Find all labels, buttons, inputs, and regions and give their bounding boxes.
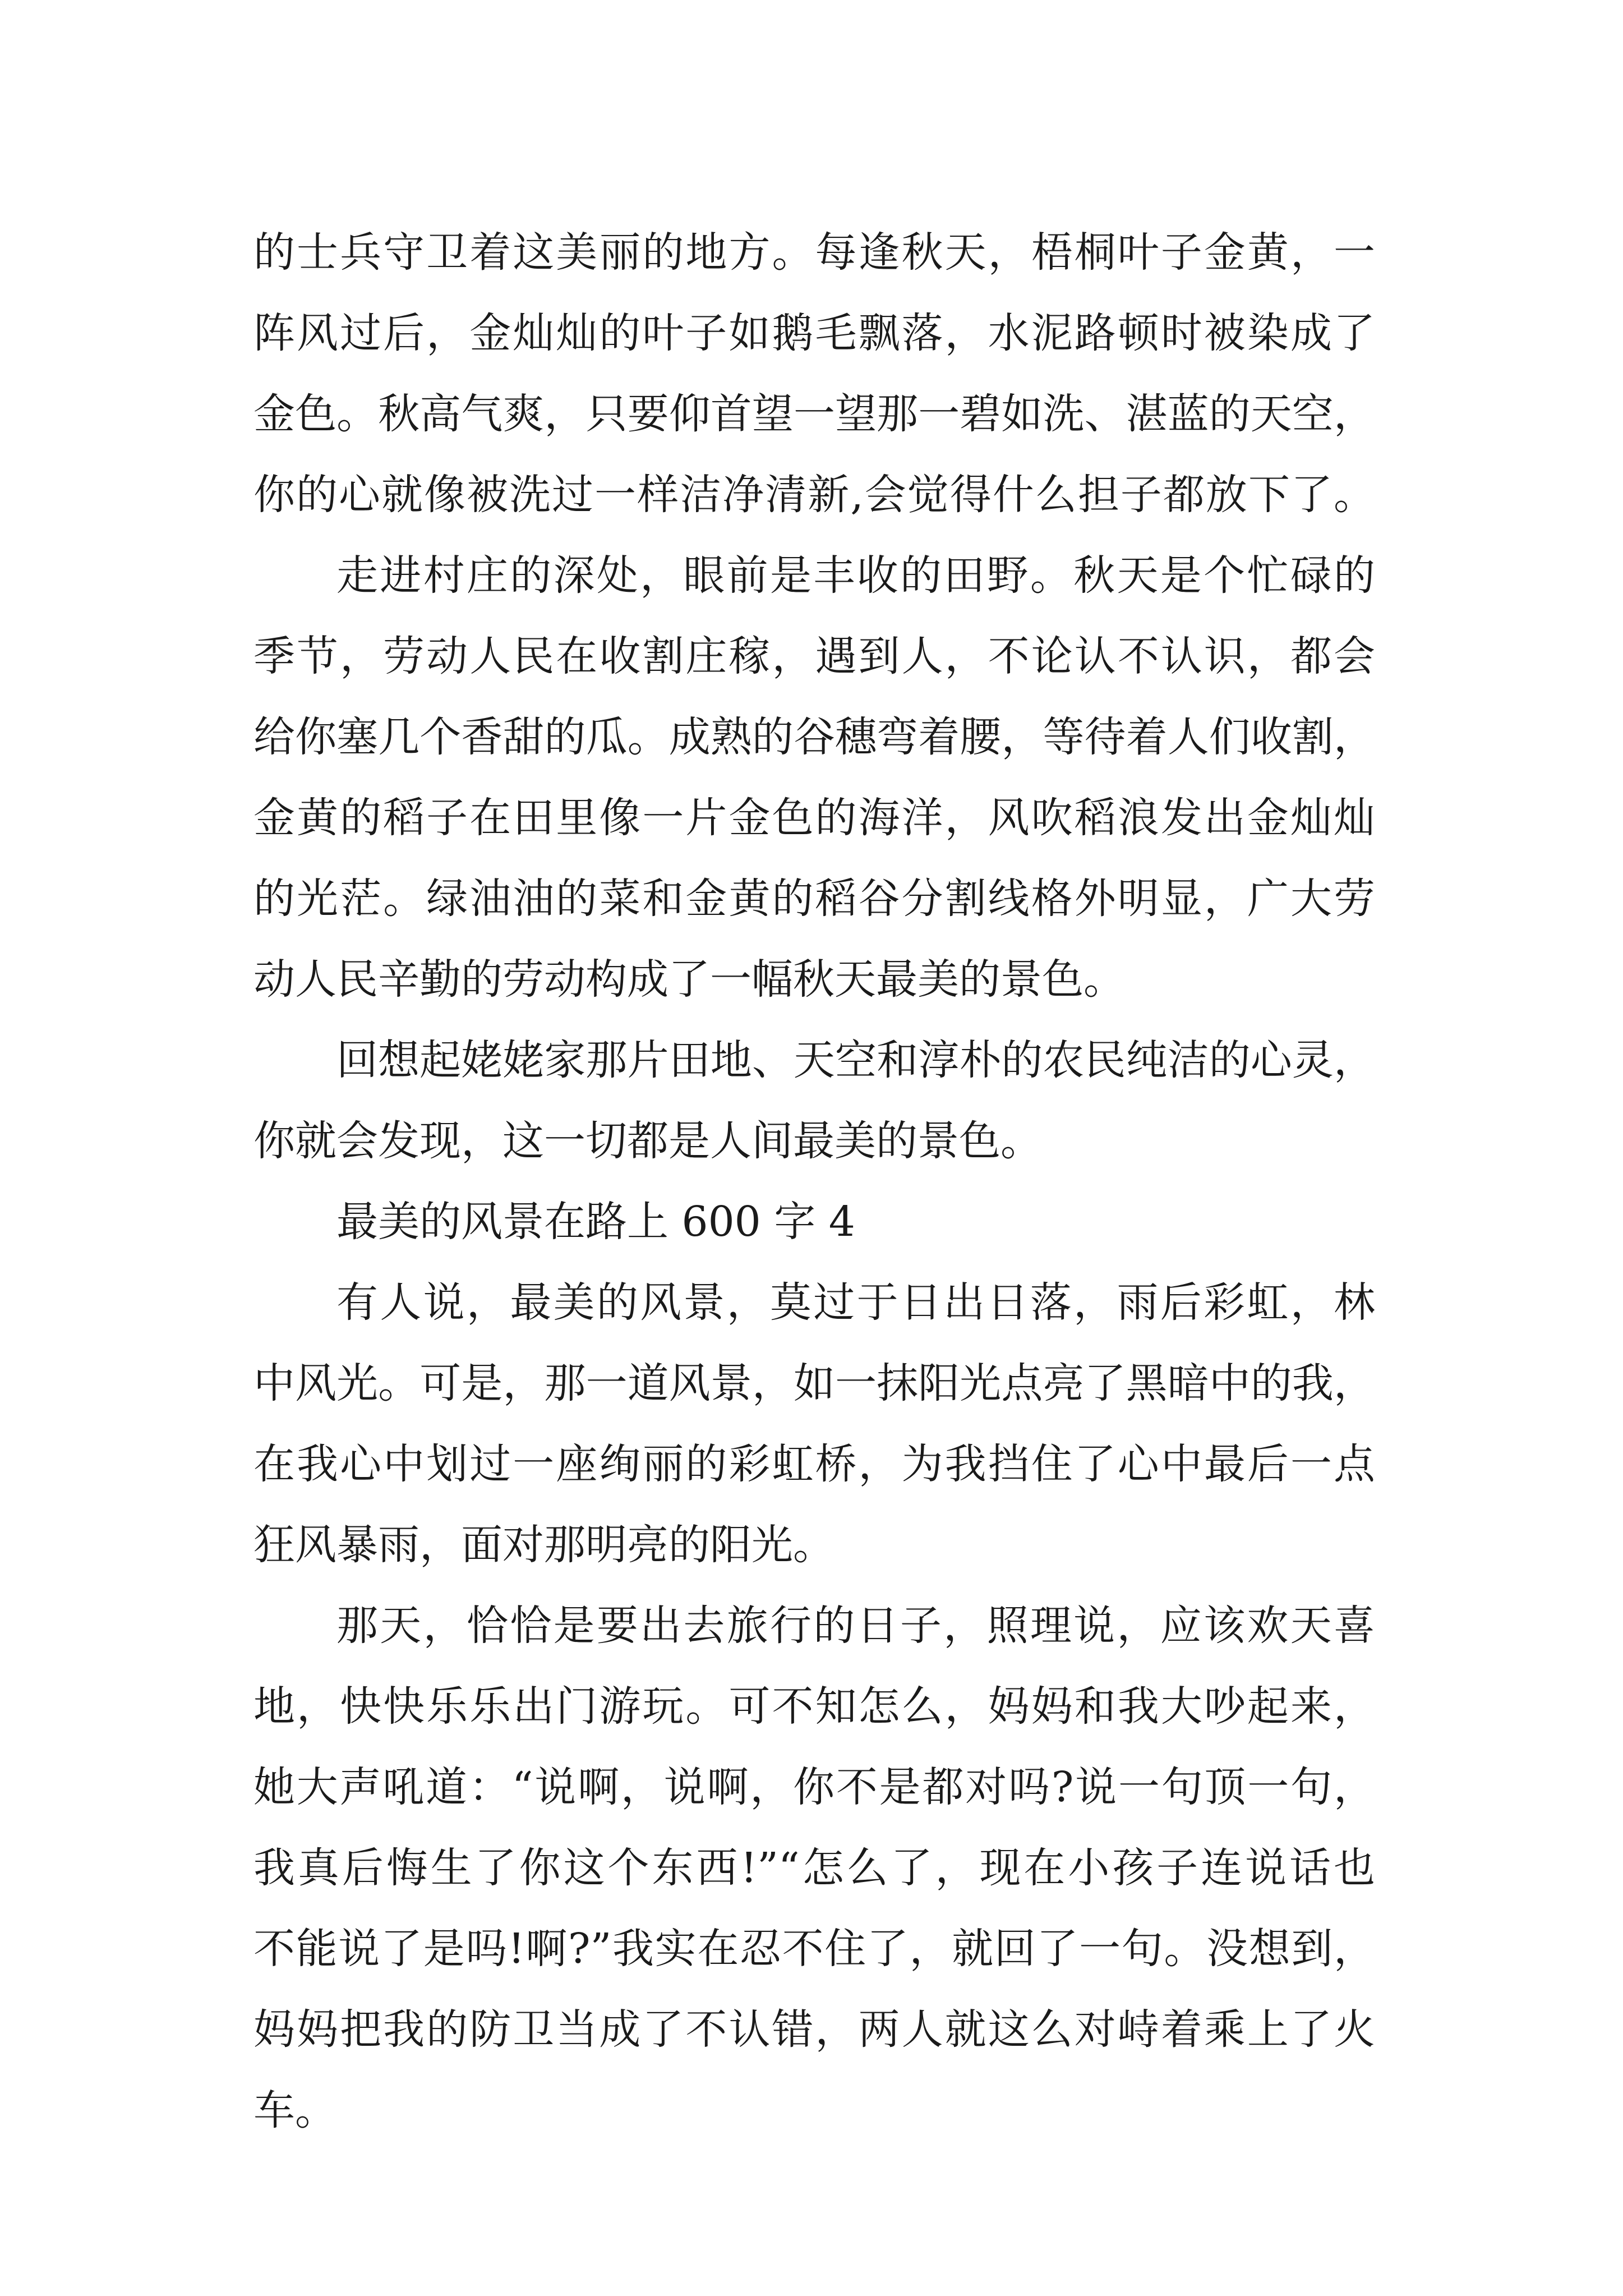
text-line: 阵风过后，金灿灿的叶子如鹅毛飘落，水泥路顿时被染成了 xyxy=(253,309,1375,357)
text-line: 有人说，最美的风景，莫过于日出日落，雨后彩虹，林 xyxy=(336,1278,1375,1327)
text-line: 中风光。可是，那一道风景，如一抹阳光点亮了黑暗中的我， xyxy=(253,1359,1375,1407)
text-line: 在我心中划过一座绚丽的彩虹桥，为我挡住了心中最后一点 xyxy=(253,1440,1375,1488)
text-line: 你的心就像被洗过一样洁净清新,会觉得什么担子都放下了。 xyxy=(253,471,1375,519)
text-line: 车。 xyxy=(253,2086,336,2134)
text-line: 动人民辛勤的劳动构成了一幅秋天最美的景色。 xyxy=(253,955,1125,1004)
text-line: 给你塞几个香甜的瓜。成熟的谷穗弯着腰，等待着人们收割， xyxy=(253,713,1375,761)
text-line: 那天，恰恰是要出去旅行的日子，照理说，应该欢天喜 xyxy=(336,1602,1375,1650)
text-line: 你就会发现，这一切都是人间最美的景色。 xyxy=(253,1117,1042,1165)
text-line: 走进村庄的深处，眼前是丰收的田野。秋天是个忙碌的 xyxy=(336,551,1375,600)
text-line: 金色。秋高气爽，只要仰首望一望那一碧如洗、湛蓝的天空， xyxy=(253,390,1375,438)
text-line: 金黄的稻子在田里像一片金色的海洋，风吹稻浪发出金灿灿 xyxy=(253,794,1375,842)
essay-body xyxy=(253,212,1375,2151)
text-line: 妈妈把我的防卫当成了不认错，两人就这么对峙着乘上了火 xyxy=(253,2005,1375,2054)
text-line: 回想起姥姥家那片田地、天空和淳朴的农民纯洁的心灵， xyxy=(336,1036,1375,1084)
text-line: 季节，劳动人民在收割庄稼，遇到人，不论认不认识，都会 xyxy=(253,632,1375,680)
text-line: 的士兵守卫着这美丽的地方。每逢秋天，梧桐叶子金黄，一 xyxy=(253,228,1375,277)
text-line: 最美的风景在路上 600 字 4 xyxy=(336,1198,855,1246)
text-line: 的光茫。绿油油的菜和金黄的稻谷分割线格外明显，广大劳 xyxy=(253,875,1375,923)
text-line: 地，快快乐乐出门游玩。可不知怎么，妈妈和我大吵起来， xyxy=(253,1682,1375,1731)
text-line: 不能说了是吗!啊?”我实在忍不住了，就回了一句。没想到， xyxy=(253,1925,1375,1973)
text-line: 狂风暴雨，面对那明亮的阳光。 xyxy=(253,1521,834,1569)
text-line: 她大声吼道：“说啊，说啊，你不是都对吗?说一句顶一句， xyxy=(253,1763,1375,1811)
text-line: 我真后悔生了你这个东西!”“怎么了，现在小孩子连说话也 xyxy=(253,1844,1375,1892)
